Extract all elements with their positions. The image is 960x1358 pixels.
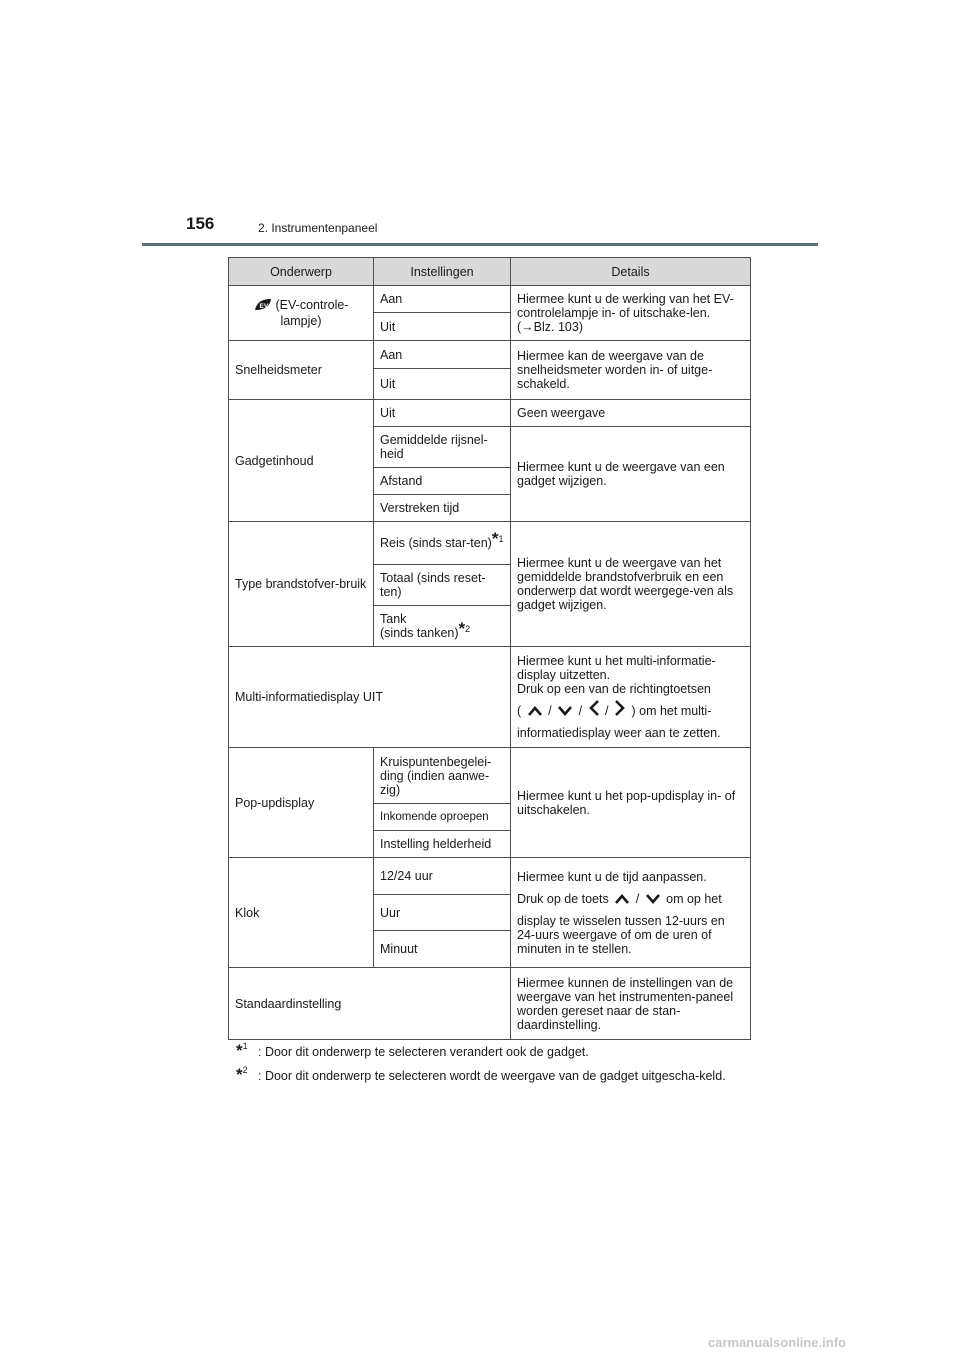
setting-cell: 12/24 uur — [374, 858, 511, 895]
setting-tank-label: Tank — [380, 612, 407, 626]
multi-details-1: Hiermee kunt u het multi-informatie-display uitzetten. — [517, 654, 716, 682]
multi-details-4: informatiedisplay weer aan te zetten. — [517, 726, 721, 740]
subject-cell: Standaardinstelling — [229, 968, 511, 1040]
page-number: 156 — [186, 214, 215, 233]
setting-cell: Verstreken tijd — [374, 495, 511, 522]
subject-cell: Snelheidsmeter — [229, 341, 374, 400]
setting-cell: Gemiddelde rijsnel-heid — [374, 427, 511, 468]
details-cell: Hiermee kunnen de instellingen van de weergave van het instrumenten-paneel worden gereset naar de stan-daardinstelling. — [511, 968, 751, 1040]
footnote-ref: *2 — [458, 618, 471, 638]
setting-cell — [374, 522, 511, 565]
multi-details-2: Druk op een van de richtingtoetsen — [517, 682, 711, 696]
header-settings: Instellingen — [374, 258, 511, 286]
footnote-ref: *1 — [491, 528, 504, 548]
setting-tank-sub: (sinds tanken) — [380, 626, 459, 640]
footnote-marker: *$^1$ — [236, 1040, 248, 1060]
table-row — [229, 968, 751, 1040]
section-title: 2. Instrumentenpaneel — [258, 221, 378, 235]
footnote-marker: *$^2$ — [236, 1064, 248, 1084]
table-row — [229, 286, 751, 313]
table-row — [229, 858, 751, 895]
details-cell: Hiermee kunt u de weergave van het gemiddelde brandstofverbruik en een onderwerp dat wordt weergege-ven als gadget wijzigen. — [511, 522, 751, 647]
details-cell: Hiermee kunt u het pop-updisplay in- of uitschakelen. — [511, 748, 751, 858]
subject-cell: Type brandstofver-bruik — [229, 522, 374, 647]
subject-cell: Klok — [229, 858, 374, 968]
setting-cell: Kruispuntenbegelei-ding (indien aanwe-zig) — [374, 748, 511, 804]
chevron-left-icon — [588, 699, 600, 723]
table-row — [229, 522, 751, 565]
table-row — [229, 647, 751, 748]
header-rule — [142, 243, 818, 246]
setting-cell: Aan — [374, 341, 511, 369]
subject-cell — [229, 286, 374, 341]
details-cell: Geen weergave — [511, 400, 751, 427]
setting-cell: Afstand — [374, 468, 511, 495]
table-row — [229, 748, 751, 804]
setting-cell: Uit — [374, 400, 511, 427]
setting-cell: Minuut — [374, 931, 511, 968]
footnote-1 — [236, 1040, 750, 1060]
chevron-right-icon — [614, 699, 626, 723]
setting-cell: Uur — [374, 895, 511, 931]
subject-cell: Gadgetinhoud — [229, 400, 374, 522]
details-cell — [511, 858, 751, 968]
setting-cell — [374, 606, 511, 647]
subject-ev-label: (EV-controle-lampje) — [275, 298, 349, 328]
chevron-up-icon — [527, 703, 543, 723]
details-cell — [511, 647, 751, 748]
clock-details-1: Hiermee kunt u de tijd aanpassen. — [517, 869, 707, 884]
chevron-down-icon — [557, 703, 573, 723]
setting-cell: Totaal (sinds reset-ten) — [374, 565, 511, 606]
setting-cell: Uit — [374, 313, 511, 341]
footnotes — [236, 1040, 750, 1092]
ev-lamp-icon — [254, 298, 272, 314]
subject-cell: Multi-informatiedisplay UIT — [229, 647, 511, 748]
clock-details-3: display te wisselen tussen 12-uurs en 24-uurs weergave of om de uren of minuten in te stellen. — [517, 913, 725, 956]
table-header-row — [229, 258, 751, 286]
setting-cell: Aan — [374, 286, 511, 313]
settings-table — [228, 257, 751, 1040]
details-cell: Hiermee kan de weergave van de snelheidsmeter worden in- of uitge-schakeld. — [511, 341, 751, 400]
chevron-down-icon — [645, 892, 661, 910]
clock-details-keys: Druk op de toets / om op het — [517, 890, 744, 910]
header-subject: Onderwerp — [229, 258, 374, 286]
watermark: carmanualsonline.info — [708, 1335, 846, 1350]
table-row — [229, 341, 751, 369]
subject-cell: Pop-updisplay — [229, 748, 374, 858]
setting-trip-label: Reis (sinds star-ten) — [380, 536, 492, 550]
table-row — [229, 400, 751, 427]
footnote-text: : Door dit onderwerp te selecteren verandert ook de gadget. — [258, 1045, 589, 1059]
setting-cell: Inkomende oproepen — [374, 804, 511, 831]
details-cell: Hiermee kunt u de werking van het EV-controlelampje in- of uitschake-len. (→Blz. 103) — [511, 286, 751, 341]
footnote-text: : Door dit onderwerp te selecteren wordt de weergave van de gadget uitgescha-keld. — [258, 1069, 726, 1083]
svg-text:EV: EV — [259, 303, 268, 310]
chevron-up-icon — [614, 892, 630, 910]
footnote-2 — [236, 1064, 750, 1084]
header-details: Details — [511, 258, 751, 286]
multi-details-keys: ( / / / ) om het multi- — [517, 699, 744, 723]
setting-cell: Instelling helderheid — [374, 831, 511, 858]
setting-cell: Uit — [374, 369, 511, 400]
details-cell: Hiermee kunt u de weergave van een gadget wijzigen. — [511, 427, 751, 522]
